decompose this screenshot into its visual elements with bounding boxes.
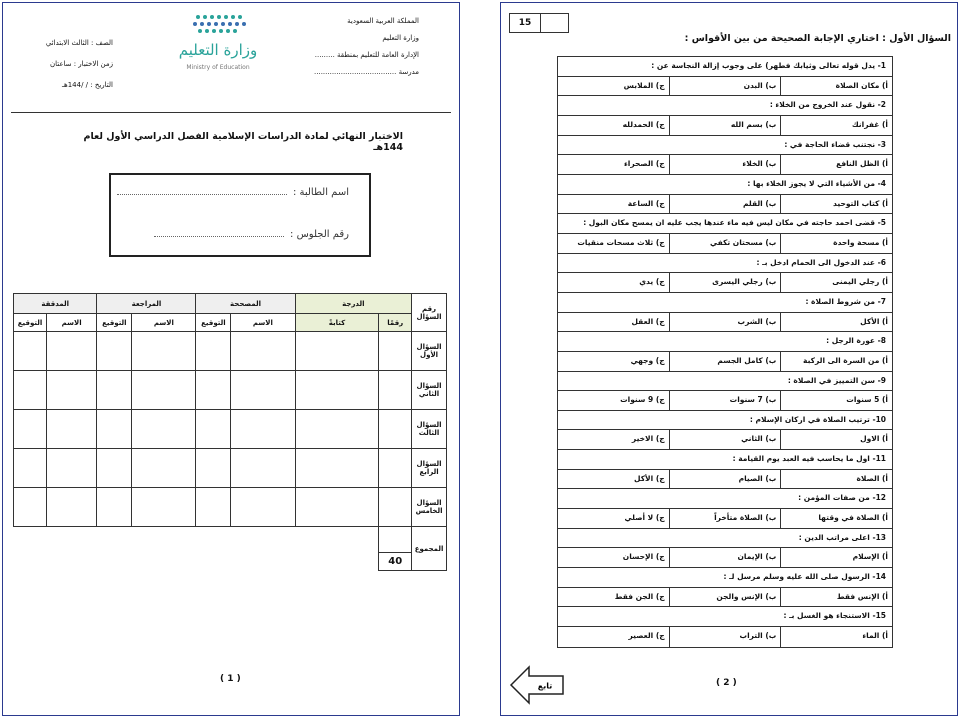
answer-row	[558, 234, 892, 254]
answer-option[interactable]: أ) غفرانك	[780, 116, 892, 135]
reviewer-name-header: الاسم	[132, 314, 196, 332]
answer-option[interactable]: ب) الإنس والجن	[669, 588, 781, 607]
answer-row	[558, 352, 892, 372]
question-text: 4- من الأشياء التي لا يجوز الخلاء بها :	[558, 175, 892, 195]
answer-option[interactable]: ج) الملابس	[623, 80, 665, 90]
question-no-header: رقم السؤال	[412, 294, 447, 332]
answer-option[interactable]: ب) الثاني	[669, 430, 781, 449]
score-value: 15	[510, 14, 541, 32]
answer-row	[558, 430, 892, 450]
answer-option[interactable]: ج) الاخير	[631, 434, 665, 444]
answer-option[interactable]: أ) الماء	[780, 627, 892, 647]
answer-option[interactable]: أ) الصلاة	[780, 470, 892, 489]
answer-option[interactable]: ج) الجن فقط	[614, 591, 665, 601]
page-number: ( 2 )	[716, 678, 737, 688]
page-one	[2, 2, 460, 716]
exam-title: الاختبار النهائي لمادة الدراسات الإسلامية الفصل الدراسي الأول لعام 144هـ	[83, 131, 403, 153]
header-line: الصف : الثالث الابتدائي	[45, 39, 113, 47]
answer-option[interactable]: ب) البدن	[669, 77, 781, 96]
header-line: التاريخ : / /144هـ	[61, 81, 113, 89]
row-label: السؤال الخامس	[412, 488, 447, 527]
answer-option[interactable]: أ) كتاب التوحيد	[780, 195, 892, 214]
question-text: 5- قضى احمد حاجته في مكان ليس فيه ماء عندها يجب عليه ان يمسح مكان البول :	[558, 214, 892, 234]
answer-option[interactable]: أ) الاول	[780, 430, 892, 449]
auditor-group-header: المدققة	[14, 294, 97, 314]
answer-option[interactable]: ج) الإحسان	[622, 552, 665, 562]
ministry-of-education-logo	[178, 11, 258, 76]
answer-option[interactable]: ب) الإيمان	[669, 548, 781, 567]
student-name-field[interactable]	[117, 185, 287, 195]
corrector-group-header: المصححة	[196, 294, 295, 314]
answer-option[interactable]: أ) من السرة الى الركبة	[780, 352, 892, 371]
table-row	[14, 527, 447, 553]
corrector-name-header: الاسم	[231, 314, 295, 332]
answer-option[interactable]: ج) يدي	[639, 277, 665, 287]
answer-option[interactable]: ج) لا أصلي	[624, 513, 665, 523]
page-number: ( 1 )	[220, 674, 241, 684]
reviewer-signature-header: التوقيع	[97, 314, 132, 332]
question-text: 7- من شروط الصلاة :	[558, 293, 892, 313]
answer-option[interactable]: أ) مكان الصلاة	[780, 77, 892, 96]
header-left	[43, 33, 113, 96]
header-line: زمن الاختبار : ساعتان	[49, 60, 113, 68]
header-right	[314, 13, 419, 81]
table-row	[14, 410, 447, 449]
grade-digits-header: رقمًا	[379, 314, 412, 332]
answer-option[interactable]: أ) الظل النافع	[780, 155, 892, 174]
question-text: 11- اول ما يحاسب فيه العبد يوم القيامة :	[558, 450, 892, 470]
header-divider	[11, 112, 451, 113]
grade-table	[13, 293, 447, 571]
answer-option[interactable]: ج) وجهي	[630, 355, 665, 365]
answer-option[interactable]: أ) الإسلام	[780, 548, 892, 567]
question-text: 8- عورة الرجل :	[558, 332, 892, 352]
answer-option[interactable]: ج) الصحراء	[623, 159, 665, 169]
answer-option[interactable]: ج) 9 سنوات	[620, 395, 665, 405]
answer-option[interactable]: أ) الإنس فقط	[780, 588, 892, 607]
left-arrow-icon[interactable]	[509, 665, 565, 705]
answer-row	[558, 116, 892, 136]
question-text: 1- يدل قوله تعالى وثيابك فطهر) على وجوب إزالة النجاسة عن :	[558, 57, 892, 77]
answer-option[interactable]: ج) العقل	[631, 316, 665, 326]
question-one-title: السؤال الأول : اختاري الإجابة الصحيحة من بين الأقواس :	[684, 33, 951, 44]
answer-option[interactable]: ب) مسحتان تكفي	[669, 234, 781, 253]
seat-number-label: رقم الجلوس :	[290, 229, 349, 240]
total-label: المجموع	[412, 527, 447, 571]
answer-row	[558, 509, 892, 529]
header-line: وزارة التعليم	[382, 34, 419, 42]
row-label: السؤال الرابع	[412, 449, 447, 488]
question-text: 9- سن التمييز في الصلاة :	[558, 372, 892, 392]
total-value: 40	[379, 553, 412, 571]
reviewer-group-header: المراجعة	[97, 294, 196, 314]
answer-option[interactable]: أ) رجلي اليمنى	[780, 273, 892, 292]
question-text: 3- نجتنب قضاء الحاجة في :	[558, 136, 892, 156]
answer-option[interactable]: ب) الصلاة متأخراً	[669, 509, 781, 528]
questions-table	[557, 56, 893, 648]
logo-text: وزارة التعليم	[178, 41, 258, 59]
answer-option[interactable]: ج) الحمدلله	[622, 119, 665, 129]
answer-option[interactable]: ج) الساعة	[627, 198, 665, 208]
answer-option[interactable]: ج) العصير	[628, 631, 665, 641]
answer-option[interactable]: أ) الأكل	[780, 313, 892, 332]
row-label: السؤال الثالث	[412, 410, 447, 449]
page-two	[500, 2, 958, 716]
answer-option[interactable]: ب) الصيام	[669, 470, 781, 489]
table-row	[14, 488, 447, 527]
question-text: 12- من صفات المؤمن :	[558, 489, 892, 509]
question-text: 13- اعلى مراتب الدين :	[558, 529, 892, 549]
question-text: 6- عند الدخول الى الحمام ادخل بـ :	[558, 254, 892, 274]
answer-option[interactable]: ب) الشرب	[669, 313, 781, 332]
answer-option[interactable]: ب) كامل الجسم	[669, 352, 781, 371]
question-text: 15- الاستنجاء هو الغسل بـ :	[558, 607, 892, 627]
answer-row	[558, 588, 892, 608]
auditor-name-header: الاسم	[46, 314, 96, 332]
corrector-signature-header: التوقيع	[196, 314, 231, 332]
answer-option[interactable]: أ) الصلاة في وقتها	[780, 509, 892, 528]
score-box	[509, 13, 569, 33]
question-text: 14- الرسول صلى الله عليه وسلم مرسل لـ :	[558, 568, 892, 588]
question-text: 2- نقول عند الخروج من الخلاء :	[558, 96, 892, 116]
logo-subtext: Ministry of Education	[186, 64, 250, 71]
answer-option[interactable]: أ) 5 سنوات	[780, 391, 892, 410]
answer-row	[558, 548, 892, 568]
table-row	[14, 371, 447, 410]
answer-row	[558, 195, 892, 215]
question-text: 10- ترتيب الصلاة في اركان الإسلام :	[558, 411, 892, 431]
header-line: مدرسة .....................................	[314, 68, 419, 76]
next-label: تابع	[537, 681, 553, 691]
answer-option[interactable]: ب) الخلاء	[669, 155, 781, 174]
answer-option[interactable]: ب) 7 سنوات	[669, 391, 781, 410]
answer-option[interactable]: ب) رجلي اليسرى	[669, 273, 781, 292]
auditor-signature-header: التوقيع	[14, 314, 47, 332]
grade-group-header: الدرجة	[295, 294, 412, 314]
answer-option[interactable]: أ) مسحة واحدة	[780, 234, 892, 253]
answer-option[interactable]: ب) القلم	[669, 195, 781, 214]
answer-option[interactable]: ج) ثلاث مسحات منقيات	[577, 237, 665, 247]
answer-row	[558, 273, 892, 293]
row-label: السؤال الثاني	[412, 371, 447, 410]
answer-row	[558, 627, 892, 647]
student-info-box	[109, 173, 371, 257]
seat-number-field[interactable]	[154, 227, 284, 237]
grade-written-header: كتابةً	[295, 314, 379, 332]
answer-row	[558, 470, 892, 490]
answer-row	[558, 391, 892, 411]
student-name-label: اسم الطالبة :	[292, 187, 349, 198]
header-line: المملكة العربية السعودية	[347, 17, 419, 25]
answer-option[interactable]: ب) بسم الله	[669, 116, 781, 135]
answer-option[interactable]: ج) الأكل	[634, 473, 665, 483]
answer-option[interactable]: ب) التراب	[669, 627, 781, 647]
row-label: السؤال الأول	[412, 332, 447, 371]
answer-row	[558, 155, 892, 175]
answer-row	[558, 313, 892, 333]
table-row	[14, 449, 447, 488]
answer-row	[558, 77, 892, 97]
header-line: الإدارة العامة للتعليم بمنطقة .........	[314, 51, 419, 59]
table-row	[14, 332, 447, 371]
